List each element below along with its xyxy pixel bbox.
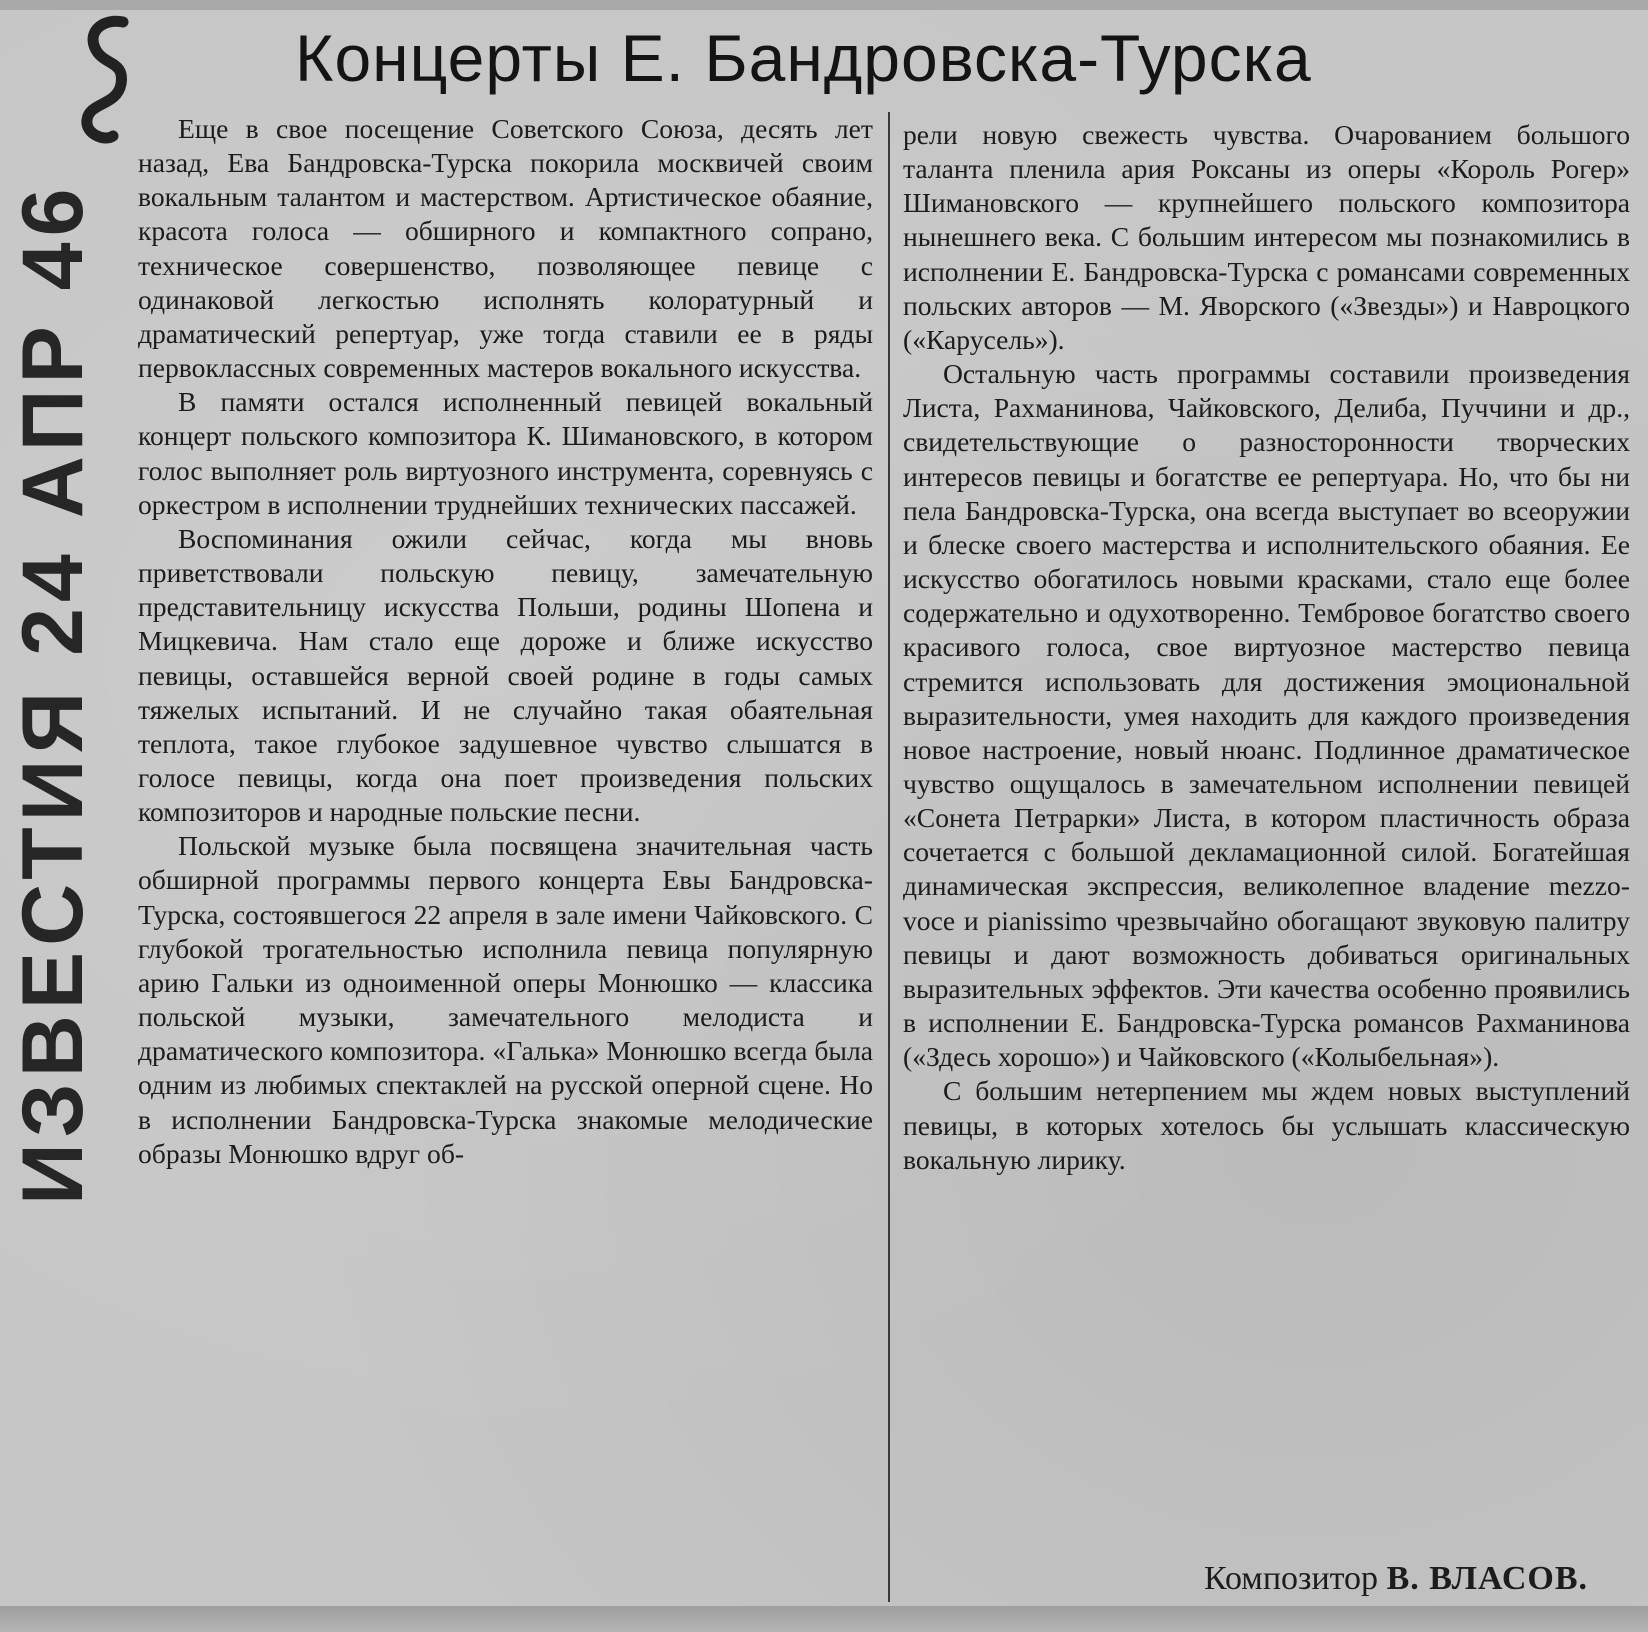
author-name: В. ВЛАСОВ. — [1386, 1560, 1588, 1597]
pencil-mark-icon — [65, 10, 145, 150]
column-divider — [888, 112, 890, 1602]
paragraph: С большим нетерпением мы ждем новых выступлений певицы, в которых хотелось бы услышать классическую вокальную лирику. — [903, 1075, 1630, 1175]
author-signature — [1204, 1560, 1588, 1598]
paragraph: Польской музыке была посвящена значительная часть обширной программы первого концерта Евы Бандровска-Турска, состоявшегося 22 апреля в зале имени Чайковского. С глубокой трогательностью исполнила певица популярную арию Гальки из одноименной оперы Монюшко — классика польской музыки, замечательного мелодиста и драматического композитора. «Галька» Монюшко всегда была одним из любимых спектаклей на русской оперной сцене. Но в исполнении Бандровска-Турска знакомые мелодические образы Монюшко вдруг об- — [138, 830, 873, 1169]
article-column-left — [138, 112, 873, 1171]
paragraph: рели новую свежесть чувства. Очарованием большого таланта пленила ария Роксаны из оперы «Король Рогер» Шимановского — крупнейшего польского композитора нынешнего века. С большим интересом мы познакомились в исполнении Е. Бандровска-Турска с романсами современных польских авторов — М. Яворского («Звезды») и Навроцкого («Карусель»). — [903, 119, 1630, 355]
paragraph: В памяти остался исполненный певицей вокальный концерт польского композитора К. Шимановского, в котором голос выполняет роль виртуозного инструмента, соревнуясь с оркестром в исполнении труднейших технических пассажей. — [138, 386, 873, 520]
article-headline: Концерты Е. Бандровска-Турска — [295, 21, 1312, 95]
author-role: Композитор — [1203, 1560, 1379, 1597]
paragraph: Еще в свое посещение Советского Союза, десять лет назад, Ева Бандровска-Турска покорила москвичей своим вокальным талантом и мастерством. Артистическое обаяние, красота голоса — обширного и компактного сопрано, техническое совершенство, позволяющее певице с одинаковой легкостью исполнять колоратурный и драматический репертуар, уже тогда ставили ее в ряды первоклассных современных мастеров вокального искусства. — [138, 113, 873, 384]
paragraph: Остальную часть программы составили произведения Листа, Рахманинова, Чайковского, Делиба, Пуччини и др., свидетельствующие о разносторонности творческих интересов певицы и богатстве ее репертуара. Но, что бы ни пела Бандровска-Турска, она всегда выступает во всеоружии и блеске своего мастерства и исполнительского обаяния. Ее искусство обогатилось новыми красками, стало еще более содержательно и одухотворенно. Тембровое богатство своего красивого голоса, свое виртуозное мастерство певица стремится использовать для достижения эмоциональной выразительности, умея находить для каждого произведения новое настроение, новый нюанс. Подлинное драматическое чувство ощущалось в замечательном исполнении певицей «Сонета Петрарки» Листа, в котором пластичность образа сочетается с большой декламационной силой. Богатейшая динамическая экспрессия, великолепное владение mezzo-voce и pianissimo чрезвычайно обогащают звуковую палитру певицы и дают возможность добиваться оригинальных выразительных эффектов. Эти качества особенно проявились в исполнении Е. Бандровска-Турска романсов Рахманинова («Здесь хорошо») и Чайковского («Колыбельная»). — [903, 358, 1630, 1073]
paragraph: Воспоминания ожили сейчас, когда мы вновь приветствовали польскую певицу, замечательную представительницу искусства Польши, родины Шопена и Мицкевича. Нам стало еще дороже и ближе искусство певицы, оставшейся верной своей родине в годы самых тяжелых испытаний. И не случайно такая обаятельная теплота, такое глубокое задушевное чувство слышатся в голосе певицы, когда она поет произведения польских композиторов и народные польские песни. — [138, 522, 873, 828]
article-column-right — [903, 118, 1630, 1177]
paper-edge-top — [0, 0, 1648, 10]
paper-edge-bottom — [0, 1606, 1648, 1632]
newspaper-date-stamp: ИЗВЕСТИЯ 24 АПР 46 — [5, 182, 101, 1205]
